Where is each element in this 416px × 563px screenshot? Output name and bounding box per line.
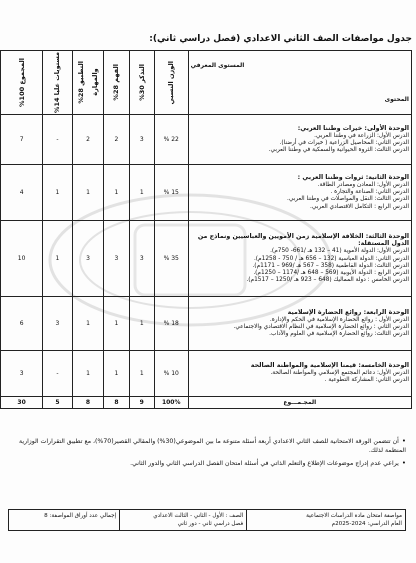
high-cell: - <box>43 351 73 397</box>
table-header-row <box>1 51 412 115</box>
lesson: الدرس الأول: المعادن ومصادر الطاقة. <box>317 182 409 189</box>
unit-title: الوحدة الأولى: خيرات وطننا العربي: <box>297 124 409 132</box>
lesson: الدرس الثالث: روائع الحضارة الإسلامية في العلوم والآداب. <box>269 331 409 338</box>
high-cell: - <box>43 115 73 165</box>
footer-term: فصل دراسي ثاني - دور ثاني <box>177 521 244 528</box>
unit-cell <box>188 165 411 221</box>
lesson: الدرس الأول : روائع الحضارة الإسلامية في الحكم والإدارة. <box>269 316 409 323</box>
footer-pages: إجمالي عدد أوراق المواصفة: 8 <box>44 513 117 519</box>
understand-cell: 1 <box>104 165 129 221</box>
lesson: الدرس الأول: الزراعة في وطننا العربي. <box>314 132 409 139</box>
understand-cell: 1 <box>104 297 129 351</box>
weight-cell: 22 % <box>154 115 188 165</box>
lesson: الدرس الأول: دعائم المجتمع الإسلامي والمواطنة الصالحة. <box>270 370 409 377</box>
footer-grade-cell <box>120 510 247 531</box>
note-item: •يراعي عدم إدراج موضوعات الإطلاع والتعلم الذاتي في أسئلة امتحان الفصل الدراسي الثاني والدور الثاني. <box>130 458 406 467</box>
header-remember: التذكر 30% <box>129 51 154 115</box>
apply-cell: 3 <box>72 221 104 297</box>
weight-cell: 10 % <box>154 351 188 397</box>
lesson: الدرس الأول: الدولة الأموية (41 – 132 هـ /661- 750م). <box>270 248 409 255</box>
note-item: •أن تتضمن الورقة الامتحانية للصف الثاني الاعدادي أربعة أسئلة متنوعة ما بين الموضوعي(30%) والمقالي القصير(70%)، مع تطبيق التقرارات الوزارية المنظمة لذلك. <box>19 437 406 454</box>
header-weight: الوزن النسبي <box>154 51 188 115</box>
total-cell: 6 <box>1 297 43 351</box>
totals-apply: 8 <box>72 397 104 409</box>
apply-cell: 1 <box>72 351 104 397</box>
remember-cell: 3 <box>129 221 154 297</box>
table-row <box>1 351 412 397</box>
bullet-icon: • <box>401 437 406 445</box>
remember-cell: 3 <box>129 115 154 165</box>
total-cell: 7 <box>1 115 43 165</box>
header-high-levels: مستويات عليا 14% <box>43 51 73 115</box>
table-row <box>1 221 412 297</box>
total-cell: 3 <box>1 351 43 397</box>
remember-cell: 1 <box>129 351 154 397</box>
specification-table <box>0 50 412 409</box>
apply-cell: 1 <box>72 297 104 351</box>
page-title: جدول مواصفات الصف الثاني الاعدادي (فصل دراسي ثاني): <box>149 34 412 44</box>
lesson: الدرس الثالث: الثروة الحيوانية والسمكية في وطننا العربي. <box>268 147 409 154</box>
totals-remember: 9 <box>129 397 154 409</box>
remember-cell: 1 <box>129 165 154 221</box>
total-cell: 10 <box>1 221 43 297</box>
totals-row <box>1 397 412 409</box>
weight-cell: 35 % <box>154 221 188 297</box>
footer-subject-cell <box>247 510 406 531</box>
footer-pages-cell <box>9 510 120 531</box>
notes-section <box>8 436 406 471</box>
header-understand: الفهم 28% <box>104 51 129 115</box>
lesson: الدرس الخامس : دولة المماليك (648 – 923 هـ /1250 – 1517م). <box>246 277 409 284</box>
footer-year: العام الدراسي: 2024-2025م <box>331 521 402 528</box>
lesson: الدرس الثاني: الصناعة والتجارة . <box>330 189 409 196</box>
unit-title: الوحدة الثانية: ثروات وطننا العربي : <box>297 174 409 182</box>
understand-cell: 2 <box>104 115 129 165</box>
lesson: الدرس الثاني: المحاصيل الزراعية ( خيرات في أرضنا). <box>279 139 409 146</box>
apply-cell: 2 <box>72 115 104 165</box>
unit-cell <box>188 351 411 397</box>
unit-title: الوحدة الرابعة: روائع الحضارة الإسلامية <box>287 308 409 316</box>
totals-weight: 100% <box>154 397 188 409</box>
header-apply: والمهارة التطبيق 28% <box>72 51 104 115</box>
unit-title: الوحدة الخامسة: قيمنا الإسلامية والمواطنة الصالحة <box>250 362 409 370</box>
apply-cell: 1 <box>72 165 104 221</box>
understand-cell: 3 <box>104 221 129 297</box>
lesson: الدرس الثالث: النقل والمواصلات في وطننا العربي. <box>286 196 409 203</box>
totals-high: 5 <box>43 397 73 409</box>
unit-cell <box>188 115 411 165</box>
table-row <box>1 115 412 165</box>
footer-subject: مواصفة امتحان مادة الدراسات الاجتماعية <box>306 513 402 519</box>
header-total: المجموع 100% <box>1 51 43 115</box>
lesson: الدرس الثاني : روائع الحضارة الإسلامية في النظام الاقتصادي والاجتماعي. <box>233 323 409 330</box>
lesson: الدرس الثاني: المشاركة التطوعية . <box>324 377 409 384</box>
total-cell: 4 <box>1 165 43 221</box>
high-cell: 3 <box>43 297 73 351</box>
header-content <box>188 51 411 115</box>
understand-cell: 1 <box>104 351 129 397</box>
unit-title: الوحدة الثالثة: الخلافة الإسلامية زمن الأمويين والعباسيين ونماذج من الدول المستقلة: <box>197 232 409 248</box>
totals-label: المجـمـــوع <box>188 397 411 409</box>
lesson: الدرس الثاني: الدولة العباسية (132 – 656 هـ / 750 - 1258م). <box>253 255 409 262</box>
table-row <box>1 297 412 351</box>
header-level-label: المستوى المعرفي <box>190 62 245 70</box>
weight-cell: 18 % <box>154 297 188 351</box>
high-cell: 1 <box>43 221 73 297</box>
lesson: الدرس الرابع : التكامل الاقتصادي العربي. <box>310 203 409 210</box>
header-content-label: المحتوى <box>384 95 409 103</box>
footer-grades: الصف : الأول - الثاني - الثالث الاعدادي <box>153 513 244 519</box>
bullet-icon: • <box>401 458 406 467</box>
unit-cell <box>188 221 411 297</box>
footer-box <box>8 509 406 531</box>
totals-total: 30 <box>1 397 43 409</box>
unit-cell <box>188 297 411 351</box>
weight-cell: 15 % <box>154 165 188 221</box>
lesson: الدرس الثالث: الدولة الفاطمية (358 – 567 هـ /969 – 1171م). <box>252 262 409 269</box>
high-cell: 1 <box>43 165 73 221</box>
table-row <box>1 165 412 221</box>
lesson: الدرس الرابع : الدولة الأيوبية (569 – 648 هـ /1174 – 1250م). <box>253 270 409 277</box>
totals-understand: 8 <box>104 397 129 409</box>
remember-cell: 1 <box>129 297 154 351</box>
